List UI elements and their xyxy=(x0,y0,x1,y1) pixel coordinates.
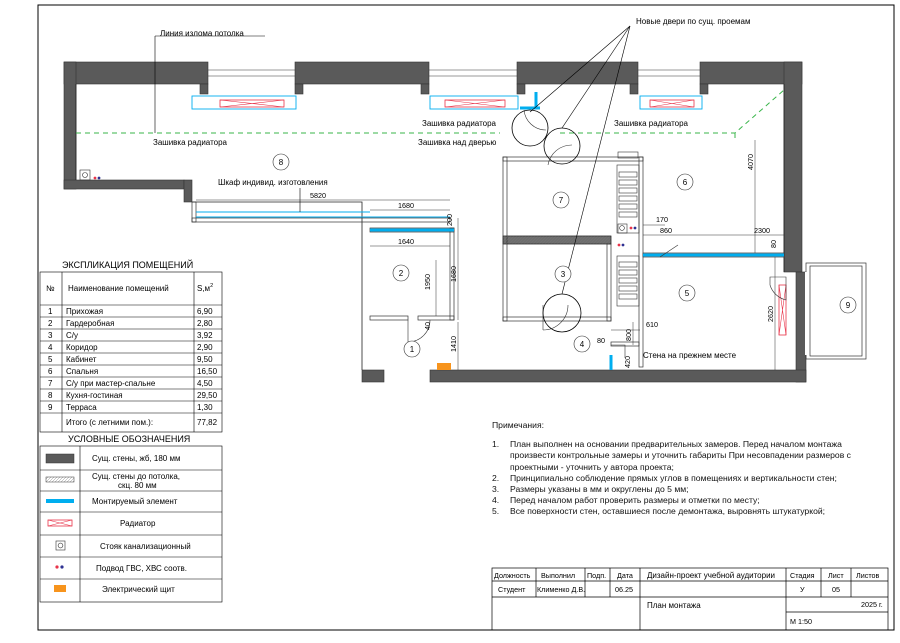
row-area: 2,80 xyxy=(197,319,213,328)
row-name: С/у при мастер-спальне xyxy=(66,379,156,388)
tb-h-sign: Подп. xyxy=(587,571,607,580)
row-area: 16,50 xyxy=(197,367,218,376)
tb-year: 2025 г. xyxy=(861,600,883,609)
mounted-thin xyxy=(196,212,450,217)
legend xyxy=(40,434,222,602)
note-item xyxy=(492,473,888,484)
dim-1950: 1950 xyxy=(423,274,432,290)
room-tag-2: 2 xyxy=(398,269,404,278)
dim-2620: 2620 xyxy=(766,306,775,322)
door-cover-label: Зашивка над дверью xyxy=(418,138,497,147)
row-area: 29,50 xyxy=(197,391,218,400)
row-num: 4 xyxy=(48,343,53,352)
note-text: Принципиально соблюдение прямых углов в помещениях и вертикальности стен; xyxy=(510,472,837,483)
dim-200: 200 xyxy=(445,214,454,226)
wall-as-before-label: Стена на прежнем месте xyxy=(643,351,737,360)
row-name: Прихожая xyxy=(66,307,104,316)
radiators xyxy=(192,96,786,335)
terrace xyxy=(806,263,866,359)
row-area: 1,30 xyxy=(197,403,213,412)
row-num: 8 xyxy=(48,391,53,400)
row-area: 9,50 xyxy=(197,355,213,364)
radiator-cover-label-3: Зашивка радиатора xyxy=(614,119,688,128)
legend-label-mounted: Монтируемый элемент xyxy=(92,497,178,506)
note-item xyxy=(492,439,888,473)
row-name: Терраса xyxy=(66,403,97,412)
note-text: Размеры указаны в мм и округлены до 5 мм; xyxy=(510,484,689,495)
dim-1640: 1640 xyxy=(398,237,414,246)
note-item xyxy=(492,506,888,517)
dim-1680-b: 1680 xyxy=(449,266,458,282)
dim-420: 420 xyxy=(623,356,632,368)
dim-800: 800 xyxy=(624,329,633,341)
tb-drawing: План монтажа xyxy=(647,601,701,610)
room-tag-7: 7 xyxy=(558,196,564,205)
legend-swatch-radiator xyxy=(48,520,72,526)
explication-total-value: 77,82 xyxy=(197,418,218,427)
row-area: 3,92 xyxy=(197,331,213,340)
tb-h-done: Выполнил xyxy=(541,571,576,580)
note-num: 4. xyxy=(492,495,500,506)
explication-col-name: Наименование помещений xyxy=(68,284,169,293)
legend-swatch-panel xyxy=(54,585,66,592)
mounted-elements xyxy=(370,92,784,370)
row-num: 7 xyxy=(48,379,53,388)
partitions xyxy=(192,157,784,367)
tb-h-sheet: Лист xyxy=(828,571,844,580)
room-tag-3: 3 xyxy=(560,270,566,279)
dim-1680-a: 1680 xyxy=(398,201,414,210)
note-text: План выполнен на основании предварительных замеров. Перед началом монтажа произвести контрольные замеры и уточнить габариты При несовпадении размеров с проектными - уточнить у автора проекта; xyxy=(510,439,851,472)
new-doors-label: Новые двери по сущ. проемам xyxy=(636,17,751,26)
dim-80-a: 80 xyxy=(769,240,778,248)
wardrobe-label: Шкаф индивид. изготовления xyxy=(218,178,328,187)
room-tag-9: 9 xyxy=(845,301,851,310)
new-door-markers xyxy=(512,110,581,332)
tb-project: Дизайн-проект учебной аудитории xyxy=(647,571,776,580)
legend-swatch-water xyxy=(55,565,63,568)
room-tag-6: 6 xyxy=(682,178,688,187)
explication-col-area: $S,м^2$ xyxy=(197,283,214,293)
row-name: С/у xyxy=(66,331,78,340)
tb-stage: У xyxy=(800,585,805,594)
row-name: Гардеробная xyxy=(66,319,115,328)
explication-title: ЭКСПЛИКАЦИЯ ПОМЕЩЕНИЙ xyxy=(62,260,194,270)
legend-label-wall: Сущ. стены, жб, 180 мм xyxy=(92,454,181,463)
title-block xyxy=(492,568,888,630)
dim-80-b: 80 xyxy=(597,336,605,345)
explication-table xyxy=(40,259,222,432)
tb-sheet: 05 xyxy=(832,585,840,594)
row-num: 5 xyxy=(48,355,53,364)
tb-h-date: Дата xyxy=(617,571,633,580)
legend-swatch-riser xyxy=(56,541,65,550)
legend-label-panel: Электрический щит xyxy=(102,585,175,594)
dim-5820: 5820 xyxy=(310,191,326,200)
note-num: 3. xyxy=(492,484,500,495)
row-num: 2 xyxy=(48,319,53,328)
row-area: 2,90 xyxy=(197,343,213,352)
dim-1410: 1410 xyxy=(449,336,458,352)
note-num: 2. xyxy=(492,472,500,483)
row-num: 6 xyxy=(48,367,53,376)
legend-swatch-wall xyxy=(46,454,74,463)
row-name: Кухня-гостиная xyxy=(66,391,123,400)
explication-total-label: Итого (с летними пом.): xyxy=(66,418,154,427)
dim-610: 610 xyxy=(646,320,658,329)
note-num: 5. xyxy=(492,506,500,517)
row-num: 3 xyxy=(48,331,53,340)
note-item xyxy=(492,484,888,495)
ceiling-break-label: Линия излома потолка xyxy=(160,29,244,38)
note-text: Все поверхности стен, оставшиеся после демонтажа, выровнять штукатуркой; xyxy=(510,506,826,517)
dim-170: 170 xyxy=(656,215,668,224)
electrical-panel xyxy=(437,363,451,370)
row-name: Кабинет xyxy=(66,355,97,364)
room-tag-5: 5 xyxy=(684,289,690,298)
tb-author: Клименко Д.В. xyxy=(537,585,586,594)
tb-date: 06.25 xyxy=(615,585,633,594)
radiator-cover-label-1: Зашивка радиатора xyxy=(153,138,227,147)
tb-h-stage: Стадия xyxy=(790,571,815,580)
row-name: Коридор xyxy=(66,343,98,352)
dim-4070: 4070 xyxy=(746,154,755,170)
row-num: 1 xyxy=(48,307,53,316)
radiator-cover-label-2: Зашивка радиатора xyxy=(422,119,496,128)
explication-col-num: № xyxy=(46,284,55,293)
notes xyxy=(492,420,888,518)
tb-h-role: Должность xyxy=(494,571,531,580)
note-text: Перед началом работ проверить размеры и отметки по месту; xyxy=(510,495,760,506)
notes-title: Примечания: xyxy=(492,420,545,430)
row-area: 6,90 xyxy=(197,307,213,316)
legend-label-riser: Стояк канализационный xyxy=(100,542,191,551)
room-tag-1: 1 xyxy=(409,345,415,354)
row-name: Спальня xyxy=(66,367,99,376)
room-tag-4: 4 xyxy=(579,340,585,349)
note-num: 1. xyxy=(492,439,500,450)
legend-label-radiator: Радиатор xyxy=(120,519,156,528)
room-tag-8: 8 xyxy=(278,158,284,167)
legend-label-partition: Сущ. стены до потолка, скц. 80 мм xyxy=(92,472,181,490)
tb-scale: М 1:50 xyxy=(790,617,812,626)
tb-role: Студент xyxy=(498,585,526,594)
row-num: 9 xyxy=(48,403,53,412)
dim-40: 40 xyxy=(423,322,432,330)
legend-title: УСЛОВНЫЕ ОБОЗНАЧЕНИЯ xyxy=(68,434,191,444)
legend-swatch-partition xyxy=(46,477,74,482)
dim-2300: 2300 xyxy=(754,226,770,235)
central-beam xyxy=(503,236,611,244)
legend-label-water: Подвод ГВС, ХВС соотв. xyxy=(96,564,187,573)
row-area: 4,50 xyxy=(197,379,213,388)
tb-h-sheets: Листов xyxy=(856,571,880,580)
dim-860: 860 xyxy=(660,226,672,235)
note-item xyxy=(492,495,888,506)
legend-swatch-mounted xyxy=(46,499,74,503)
